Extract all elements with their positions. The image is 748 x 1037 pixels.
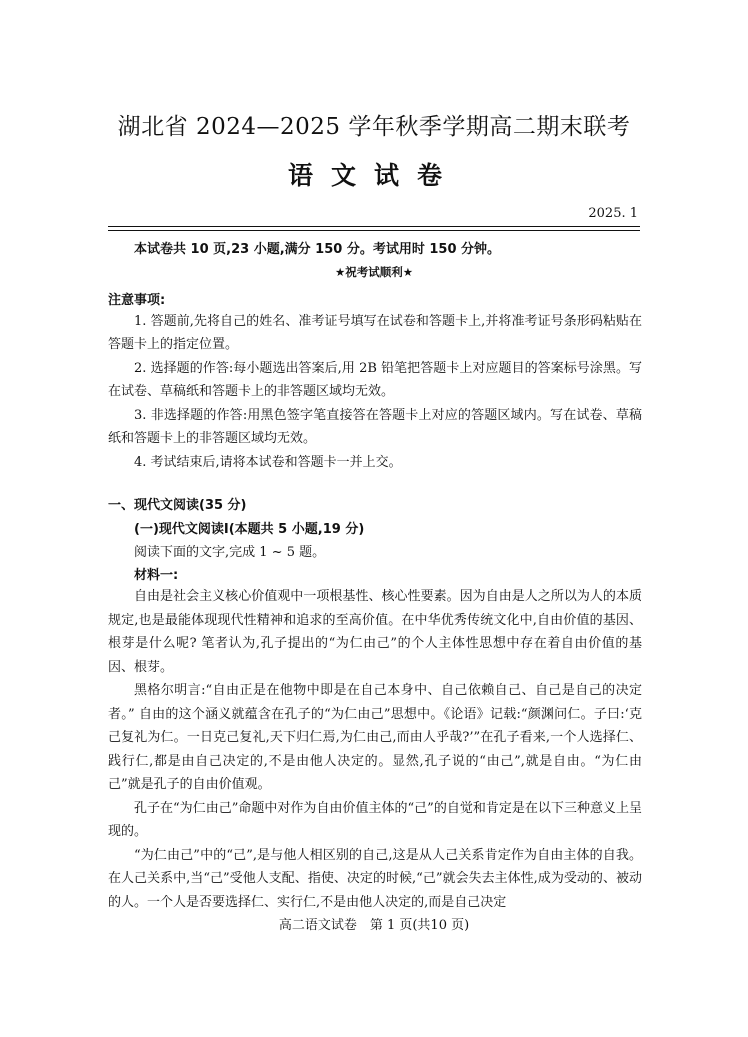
section-heading: 一、现代文阅读(35 分) xyxy=(108,498,247,513)
notice-item: 3. 非选择题的作答:用黑色签字笔直接答在答题卡上对应的答题区域内。写在试卷、草稿纸和答题卡上的非答题区域均无效。 xyxy=(108,408,642,446)
exam-intro: 本试卷共 10 页,23 小题,满分 150 分。考试用时 150 分钟。 xyxy=(134,242,501,257)
paragraph: 自由是社会主义核心价值观中一项根基性、核心性要素。因为自由是人之所以为人的本质规定,也是最能体现现代性精神和追求的至高价值。在中华优秀传统文化中,自由价值的基因、根芽是什么呢? 笔者认为,孔子提出的“为仁由己”的个人主体性思想中存在着自由价值的基因、根芽。 xyxy=(108,589,642,675)
paragraph: 孔子在“为仁由己”命题中对作为自由价值主体的“己”的自觉和肯定是在以下三种意义上呈现的。 xyxy=(108,800,642,839)
paragraph: 黑格尔明言:“自由正是在他物中即是在自己本身中、自己依赖自己、自己是自己的决定者。” 自由的这个涵义就蕴含在孔子的“为仁由己”思想中。《论语》记载:“颜渊问仁。子曰:‘克己复礼为仁。一日克己复礼,天下归仁焉,为仁由己,而由人乎哉?’”在孔子看来,一个人选择仁、践行仁,都是由自己决定的,不是由他人决定的。显然,孔子说的“由己”,就是自由。“为仁由己”就是孔子的自由价值观。 xyxy=(108,683,642,792)
notice-item: 1. 答题前,先将自己的姓名、准考证号填写在试卷和答题卡上,并将准考证号条形码粘贴在答题卡上的指定位置。 xyxy=(108,314,642,352)
page-footer: 高二语文试卷 第 1 页(共10 页) xyxy=(278,918,470,933)
exam-date: 2025. 1 xyxy=(588,206,638,221)
material-text xyxy=(108,585,642,914)
material-label: 材料一: xyxy=(134,568,179,583)
notice-item: 4. 考试结束后,请将本试卷和答题卡一并上交。 xyxy=(134,455,402,470)
notice-item: 2. 选择题的作答:每小题选出答案后,用 2B 铅笔把答题卡上对应题目的答案标号涂黑。写在试卷、草稿纸和答题卡上的非答题区域均无效。 xyxy=(108,361,642,399)
header-rule-thin xyxy=(108,230,640,231)
subsection-heading: (一)现代文阅读Ⅰ(本题共 5 小题,19 分) xyxy=(134,522,365,537)
good-luck-line: ★祝考试顺利★ xyxy=(334,265,414,279)
notice-list xyxy=(108,310,642,475)
reading-instruction: 阅读下面的文字,完成 1 ~ 5 题。 xyxy=(134,545,326,560)
subject-title: 语文试卷 xyxy=(287,161,460,190)
notice-heading: 注意事项: xyxy=(108,293,166,308)
exam-title: 湖北省 2024—2025 学年秋季学期高二期末联考 xyxy=(117,114,631,140)
paragraph: “为仁由己”中的“己”,是与他人相区别的自己,这是从人己关系肯定作为自由主体的自我。在人己关系中,当“己”受他人支配、指使、决定的时候,“己”就会失去主体性,成为受动的、被动的人。一个人是否要选择仁、实行仁,不是由他人决定的,而是自己决定 xyxy=(108,847,642,910)
header-rule-thick xyxy=(108,226,640,227)
